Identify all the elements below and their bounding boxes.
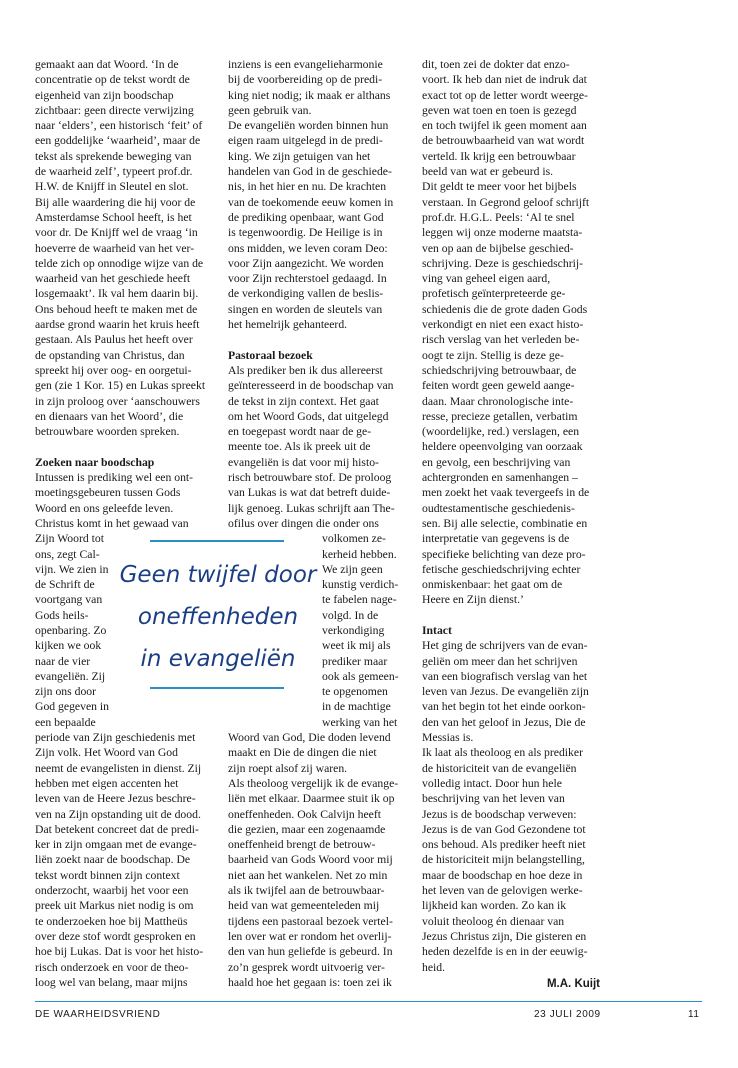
text-line: Als prediker ben ik dus allereerst [228, 363, 383, 377]
text-line: Bij alle waardering die hij voor de [35, 195, 196, 209]
text-line: king. We zijn getuigen van het [228, 149, 371, 163]
text-line: over deze stof wordt gesproken en [35, 929, 196, 943]
text-line: voor Zijn aangezicht. We worden [228, 256, 384, 270]
text-line: heid. [422, 960, 446, 974]
text-line: aardse grond waarin het kruis heeft [35, 318, 200, 332]
text-line: We zijn geen [322, 562, 383, 576]
text-line: risch onderzoek en voor de theo- [35, 960, 189, 974]
text-line: lijkheid kan worden. Zo kan ik [422, 899, 567, 913]
text-line: voor Zijn rechterstoel gedaagd. In [228, 272, 387, 286]
text-line: den van het geloof in Jezus, Die de [422, 715, 586, 729]
text-line: oneffenheid brengt de betrouw- [228, 838, 376, 852]
footer-publication: DE WAARHEIDSVRIEND [35, 1009, 161, 1020]
col1-block-3 [35, 730, 213, 990]
text-line: risch betrouwbare stof. De proloog [228, 471, 392, 485]
text-line: om het Woord Gods, dat uitgelegd [228, 409, 389, 423]
text-line: eigenheid van zijn boodschap [35, 88, 174, 102]
text-line: maakt en Die de dingen die niet [228, 746, 377, 760]
text-line: en toch twijfel ik geen moment aan [422, 119, 587, 133]
footer-date: 23 JULI 2009 [534, 1009, 601, 1020]
text-line: De evangeliën worden binnen hun [228, 119, 389, 133]
text-line: geven wat toen en toen is gezegd [422, 103, 577, 117]
text-line: leggen wij onze moderne maatsta- [422, 226, 583, 240]
pull-quote-line-3: in evangeliën [140, 646, 296, 672]
text-line: schrijving. Deze is geschiedschrij- [422, 256, 583, 270]
text-line: sen. Bij alle selectie, combinatie en [422, 516, 588, 530]
text-line: gestaan. Als Paulus het heeft over [35, 333, 193, 347]
text-line: tekst als sprekende beweging van [35, 149, 192, 163]
text-line: de waarheid zelf’, typeert prof.dr. [35, 165, 193, 179]
text-line: verstaan. In Gegrond geloof schrijft [422, 195, 590, 209]
text-line: verteld. Ik krijg een betrouwbaar [422, 149, 576, 163]
text-line: ven na Zijn opstanding uit de dood. [35, 807, 201, 821]
text-line: ons, zegt Cal- [35, 547, 100, 561]
text-line: naar ‘elders’, een historisch ‘feit’ of [35, 119, 203, 133]
text-line: schiedenis die de grote daden Gods [422, 302, 588, 316]
text-line: beeld van wat er gebeurd is. [422, 165, 554, 179]
text-line: moetingsgebeuren tussen Gods [35, 486, 181, 500]
text-line: en toegepast wordt naar de ge- [228, 425, 372, 439]
text-line: Zijn volk. Het Woord van God [35, 746, 178, 760]
col1-block-1 [35, 57, 213, 439]
pull-quote-line-2: oneffenheden [137, 604, 299, 630]
text-line: van een biografisch verslag van het [422, 669, 588, 683]
text-line: in zijn proloog over ‘aanschouwers [35, 394, 200, 408]
text-line: niet aan het wankelen. Net zo min [228, 868, 388, 882]
text-line: leven van de Heere Jezus beschre- [35, 792, 196, 806]
text-line: de tekst in zijn context. Het gaat [228, 394, 379, 408]
text-line: zichtbaar: geen directe verwijzing [35, 103, 194, 117]
text-line: kunstig verdich- [322, 578, 399, 592]
text-line: len over wat er rondom het overlij- [228, 929, 392, 943]
text-line: leven van Jezus. De evangeliën zijn [422, 685, 589, 699]
text-line: Dat betekent concreet dat de predi- [35, 822, 199, 836]
text-line: gen (zie 1 Kor. 15) en Lukas spreekt [35, 379, 206, 393]
text-line: verkondigt en niet een exact histo- [422, 318, 584, 332]
text-line: Messias is. [422, 731, 474, 745]
text-line: van het begin tot het einde oorkon- [422, 700, 586, 714]
text-line: handelen van God in de geschiede- [228, 165, 392, 179]
text-line: interpretatie van gegevens is de [422, 532, 570, 546]
text-line: volkomen ze- [322, 532, 386, 546]
text-line: ook als gemeen- [322, 669, 399, 683]
text-line: preek uit Markus niet nodig is om [35, 899, 194, 913]
text-line: prof.dr. H.G.L. Peels: ‘Al te snel [422, 210, 575, 224]
text-line: de opstanding van Christus, dan [35, 348, 185, 362]
text-line: Intussen is prediking wel een ont- [35, 471, 194, 485]
text-line: heldere opeenvolging van oorzaak [422, 440, 583, 454]
text-line: meente toe. Als ik preek uit de [228, 440, 371, 454]
pull-quote [118, 540, 318, 690]
text-line: voort. Ik heb dan niet de indruk dat [422, 73, 587, 87]
text-line: Jezus Christus zijn, Die gisteren en [422, 929, 587, 943]
text-line: kijken we ook [35, 639, 102, 653]
text-line: heid van wat gemeenteleden mij [228, 899, 380, 913]
col3-block-1 [422, 57, 600, 608]
text-line: ving van geheel eigen aard, [422, 272, 551, 286]
text-line: tekst wordt binnen zijn context [35, 868, 180, 882]
text-line: ons behoud. Als prediker heeft niet [422, 838, 586, 852]
text-line: heden dezelfde is en in der eeuwig- [422, 945, 588, 959]
text-line: risch verslag van het verleden be- [422, 333, 580, 347]
text-line: prediker maar [322, 654, 388, 668]
text-line: Het ging de schrijvers van de evan- [422, 639, 588, 653]
text-line: een bepaalde [35, 715, 96, 729]
article-column-1 [35, 57, 213, 990]
text-line: H.W. de Knijff in Sleutel en slot. [35, 180, 189, 194]
heading-intact: Intact [422, 623, 452, 637]
text-line: Als theoloog vergelijk ik de evange- [228, 776, 399, 790]
text-line: kerheid hebben. [322, 547, 397, 561]
text-line: concentratie op de tekst wordt de [35, 73, 190, 87]
text-line: exact tot op de letter wordt weerge- [422, 88, 588, 102]
text-line: evangeliën is dat voor mij histo- [228, 455, 379, 469]
text-line: van Lukas is wat dat betreft duide- [228, 486, 391, 500]
text-line: hoeverre de waarheid van het ver- [35, 241, 195, 255]
text-line: de historiciteit van de evangeliën [422, 761, 577, 775]
text-line: voortgang van [35, 593, 103, 607]
text-line: daan. Maar chronologische inte- [422, 394, 574, 408]
text-line: neemt de evangelisten in dienst. Zij [35, 761, 202, 775]
text-line: men zoekt het vaak tevergeefs in de [422, 486, 590, 500]
text-line: Gods heils- [35, 608, 89, 622]
text-line: die gezien, maar een zogenaamde [228, 822, 386, 836]
text-line: zijn ons door [35, 685, 97, 699]
text-line: specifieke belichting van deze pro- [422, 547, 586, 561]
text-line: het leven van de gelovigen werke- [422, 884, 583, 898]
col1-block-2 [35, 470, 213, 531]
text-line: inziens is een evangelieharmonie [228, 58, 383, 71]
text-line: Jezus is de boodschap verweven: [422, 807, 577, 821]
text-line: den van hun geliefde is gebeurd. In [228, 945, 393, 959]
article-column-2 [228, 57, 406, 990]
text-line: haald hoe het gegaan is: toen zei ik [228, 975, 392, 989]
col2-block-3 [228, 730, 406, 990]
text-line: periode van Zijn geschiedenis met [35, 731, 196, 745]
article-column-3 [422, 57, 600, 992]
text-line: geliën om meer dan het schrijven [422, 654, 578, 668]
text-line: lijk genoeg. Lukas schrijft aan The- [228, 501, 395, 515]
text-line: vijn. We zien in [35, 562, 109, 576]
text-line: hoe bij Lukas. Dat is voor het histo- [35, 945, 204, 959]
text-line: ofilus over dingen die onder ons [228, 516, 379, 530]
text-line: van de toekomende eeuw komen in [228, 195, 394, 209]
text-line: Heere en Zijn dienst.’ [422, 593, 524, 607]
text-line: te opgenomen [322, 685, 388, 699]
text-line: zijn roept alsof zij waren. [228, 761, 348, 775]
text-line: oneffenheden. Ook Calvijn heeft [228, 807, 381, 821]
text-line: Ons behoud heeft te maken met de [35, 302, 198, 316]
text-line: de historiciteit mijn belangstelling, [422, 853, 585, 867]
text-line: onmiskenbaar: het gaat om de [422, 578, 563, 592]
text-line: als ik twijfel aan de betrouwbaar- [228, 884, 385, 898]
text-line: Dit geldt te meer voor het bijbels [422, 180, 577, 194]
text-line: bij de voorbereiding op de predi- [228, 73, 383, 87]
text-line: verkondiging [322, 623, 385, 637]
text-line: resse, precieze getallen, verbatim [422, 409, 578, 423]
text-line: telde zich op onnodige wijze van de [35, 256, 204, 270]
text-line: eigen raam uitgelegd in de predi- [228, 134, 383, 148]
text-line: Amsterdamse School heeft, is het [35, 210, 192, 224]
text-line: te fabelen nage- [322, 593, 397, 607]
text-line: ker in zijn omgaan met de evange- [35, 838, 197, 852]
text-line: singen en worden de sleutels van [228, 302, 383, 316]
text-line: achtergronden en samenhangen – [422, 471, 578, 485]
text-line: gemaakt aan dat Woord. ‘In de [35, 58, 179, 71]
text-line: te onderzoeken hoe bij Mattheüs [35, 914, 188, 928]
text-line: maar de boodschap en hoe deze in [422, 868, 583, 882]
text-line: ons midden, we leven coram Deo: [228, 241, 388, 255]
text-line: voor dr. De Knijff wel de vraag ‘in [35, 226, 198, 240]
text-line: betrouwbare woorden spreken. [35, 425, 180, 439]
text-line: Zijn Woord tot [35, 532, 104, 546]
heading-zoeken-naar-boodschap: Zoeken naar boodschap [35, 455, 155, 469]
text-line: geïnteresseerd in de boodschap van [228, 379, 394, 393]
col2-block-1 [228, 57, 406, 332]
text-line: baarheid van Gods Woord voor mij [228, 853, 393, 867]
text-line: in de machtige [322, 700, 391, 714]
text-line: zo’n gesprek wordt uitvoerig ver- [228, 960, 385, 974]
text-line: de betrouwbaarheid van wat wordt [422, 134, 585, 148]
text-line: king niet nodig; ik maak er althans [228, 88, 391, 102]
text-line: voluit theoloog én dienaar van [422, 914, 565, 928]
text-line: losgemaakt’. Ik val hem daarin bij. [35, 287, 199, 301]
text-line: het hemelrijk gehanteerd. [228, 318, 348, 332]
text-line: werking van het [322, 715, 398, 729]
pull-quote-line-1: Geen twijfel door [119, 562, 317, 588]
text-line: de Schrift de [35, 578, 95, 592]
text-line: evangeliën. Zij [35, 669, 106, 683]
text-line: profetisch geïnterpreteerde ge- [422, 287, 566, 301]
text-line: Jezus is de van God Gezondene tot [422, 822, 586, 836]
footer-rule [35, 1001, 702, 1002]
footer-page-number: 11 [688, 1009, 700, 1020]
heading-pastoraal-bezoek: Pastoraal bezoek [228, 348, 313, 362]
text-line: schiedschrijving betrouwbaar, de [422, 363, 577, 377]
text-line: Christus komt in het gewaad van [35, 516, 189, 530]
text-line: (woordelijke, red.) verslagen, een [422, 425, 580, 439]
text-line: volledig intact. Door hun hele [422, 776, 562, 790]
text-line: spreekt hij over oog- en oorgetui- [35, 363, 192, 377]
text-line: oudtestamentische geschiedenis- [422, 501, 575, 515]
text-line: beschrijving van het leven van [422, 792, 565, 806]
pull-quote-rule-top [150, 540, 284, 542]
text-line: weet ik mij als [322, 639, 391, 653]
text-line: de prediking openbaar, want God [228, 210, 384, 224]
text-line: loog wel van belang, maar mijns [35, 975, 188, 989]
col2-block-2 [228, 363, 406, 531]
text-line: geen gebruik van. [228, 103, 312, 117]
text-line: waarheid van het geschiede heeft [35, 272, 191, 286]
text-line: is tegenwoordig. De Heilige is in [228, 226, 383, 240]
text-line: ven op aan de bijbelse geschied- [422, 241, 574, 255]
text-line: God gegeven in [35, 700, 109, 714]
text-line: tijdens een pastoraal bezoek vertel- [228, 914, 393, 928]
text-line: de verkondiging vallen de beslis- [228, 287, 384, 301]
text-line: openbaring. Zo [35, 623, 107, 637]
text-line: nis, in het hier en nu. De krachten [228, 180, 387, 194]
text-line: en dienaars van het Woord’, die [35, 409, 184, 423]
author-signature: M.A. Kuijt [546, 977, 600, 990]
col3-block-2 [422, 638, 600, 975]
text-line: onderzocht, waarbij het voor een [35, 884, 189, 898]
text-line: Woord van God, Die doden levend [228, 731, 391, 745]
text-line: volgd. In de [322, 608, 379, 622]
text-line: liën zoekt naar de boodschap. De [35, 853, 191, 867]
text-line: oogt te zijn. Stellig is deze ge- [422, 348, 564, 362]
text-line: liën met elkaar. Daarmee stuit ik op [228, 792, 395, 806]
text-line: Ik laat als theoloog en als prediker [422, 746, 583, 760]
text-line: naar de vier [35, 654, 91, 668]
text-line: dit, toen zei de dokter dat enzo- [422, 58, 570, 71]
text-line: en gevolg, een beschrijving van [422, 455, 571, 469]
text-line: Woord en ons geleefde leven. [35, 501, 174, 515]
text-line: hebben met eigen accenten het [35, 776, 179, 790]
text-line: feiten wordt geen geweld aange- [422, 379, 575, 393]
pull-quote-rule-bottom [150, 687, 284, 689]
text-line: fetische geschiedschrijving echter [422, 562, 581, 576]
text-line: een goddelijke ‘waarheid’, maar de [35, 134, 201, 148]
